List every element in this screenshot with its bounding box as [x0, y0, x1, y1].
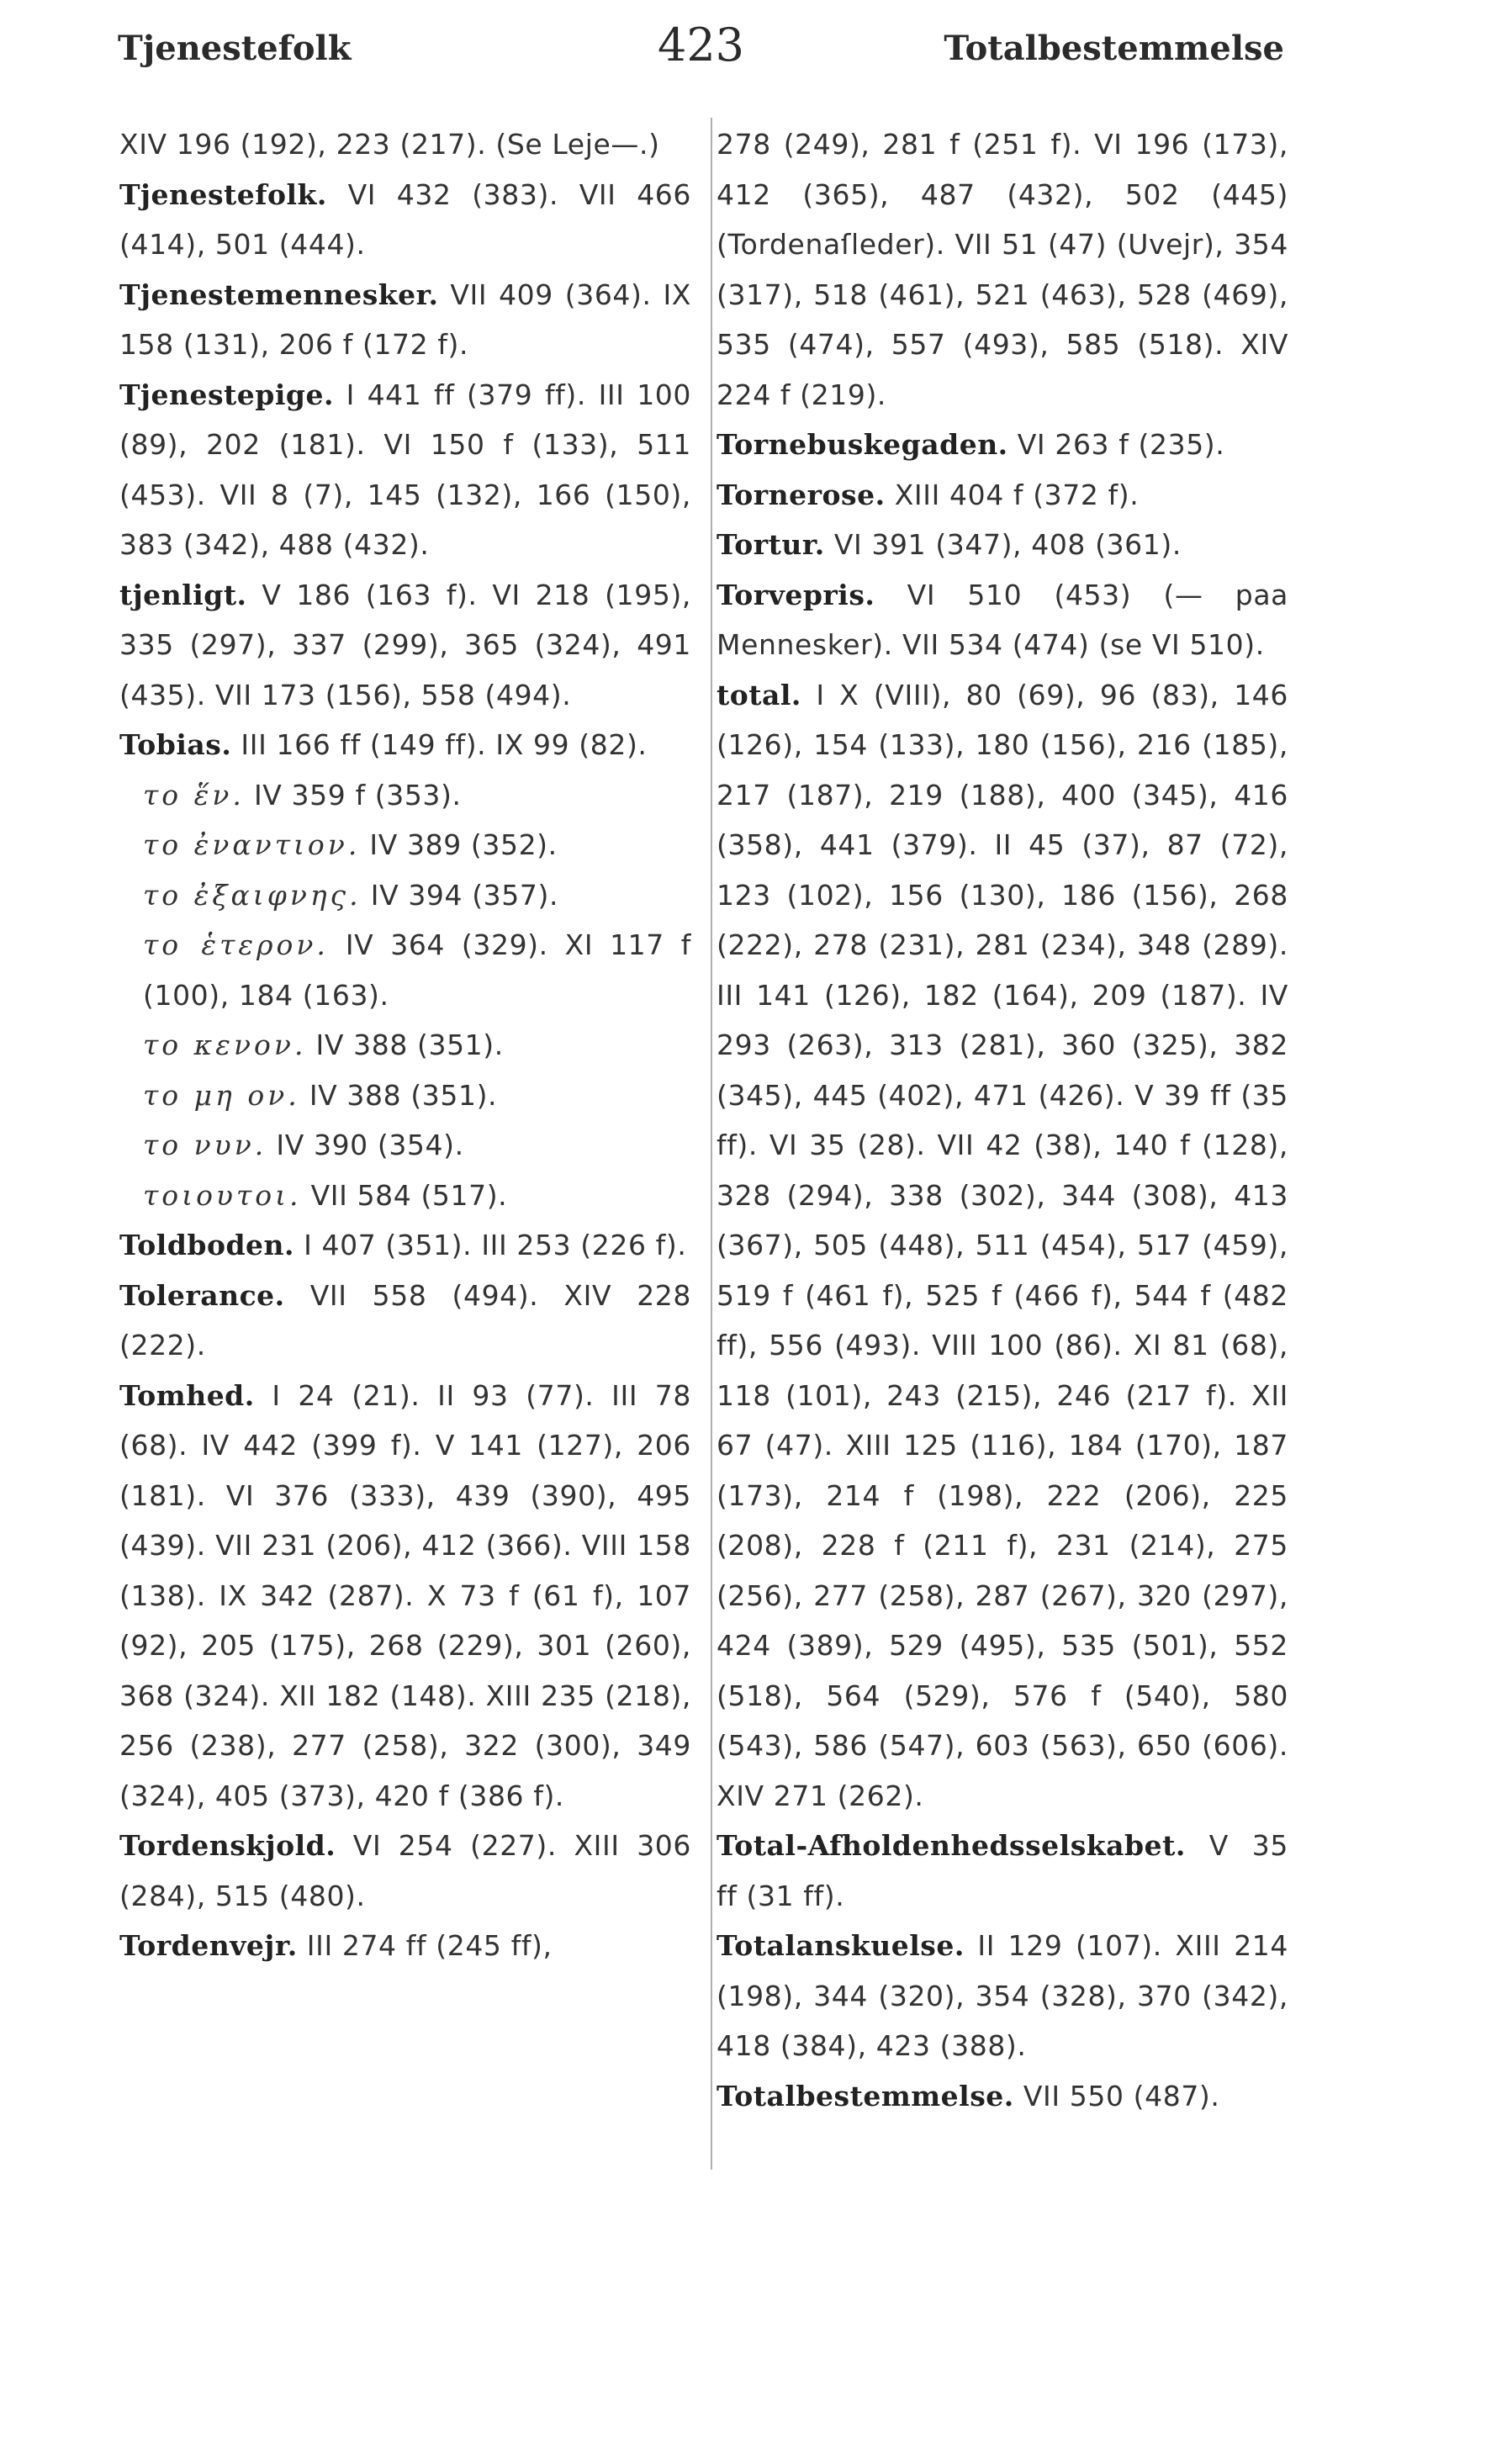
index-entry: [119, 1921, 691, 1971]
index-entry: [119, 870, 691, 921]
entry-headword: Toldboden.: [119, 1229, 295, 1261]
index-entry: [717, 1921, 1288, 2071]
entry-headword: total.: [717, 678, 801, 711]
entry-headword: Tobias.: [119, 728, 232, 761]
index-entry: [119, 1271, 691, 1371]
entry-headword: Tornerose.: [717, 478, 886, 511]
entry-headword: Tordenskjold.: [119, 1829, 336, 1862]
running-head: [118, 19, 1284, 94]
right-column: [717, 119, 1288, 2121]
entry-headword: Tornebuskegaden.: [717, 428, 1008, 461]
entry-headword: Tomhed.: [119, 1378, 255, 1412]
header-left-catchword: Tjenestefolk: [118, 29, 352, 68]
entry-references: I 407 (351). III 253 (226 f).: [294, 1229, 687, 1261]
index-entry: [717, 1821, 1288, 1921]
entry-headword: Total-Afholdenhedsselskabet.: [717, 1829, 1186, 1862]
index-entry: [119, 1071, 691, 1121]
index-entry: [119, 370, 691, 570]
index-entry: [717, 570, 1288, 670]
index-entry: [717, 420, 1288, 470]
entry-references: IV 390 (354).: [267, 1129, 464, 1161]
entry-headword: τοιουτοι.: [143, 1178, 302, 1212]
index-entry: [717, 2071, 1288, 2122]
entry-headword: το ἕν.: [143, 778, 245, 812]
entry-headword: Tjenestefolk.: [119, 177, 327, 211]
entry-headword: Totalbestemmelse.: [717, 2079, 1014, 2112]
entry-references: VII 584 (517).: [301, 1178, 508, 1212]
entry-references: I 441 ff (379 ff). III 100 (89), 202 (181). VI 150 f (133), 511 (453). VII 8 (7), 145 (132), 166 (150), 383 (342), 488 (432).: [119, 378, 691, 561]
entry-references: IV 394 (357).: [361, 878, 559, 912]
index-entry: [119, 270, 691, 370]
index-entry: [119, 770, 691, 821]
index-entry: [119, 1171, 691, 1221]
index-entry: [717, 670, 1288, 1822]
entry-references: V 35 ff (31 ff).: [717, 1829, 1288, 1912]
entry-headword: Tordenvejr.: [119, 1929, 298, 1962]
entry-headword: tjenligt.: [119, 578, 247, 611]
index-entry: [119, 1821, 691, 1921]
entry-references: VII 550 (487).: [1013, 2079, 1220, 2112]
entry-references: VII 558 (494). XIV 228 (222).: [119, 1278, 691, 1362]
page-number: 423: [657, 19, 745, 71]
index-entry: [119, 1020, 691, 1071]
index-entry: [717, 119, 1288, 420]
entry-references: II 129 (107). XIII 214 (198), 344 (320), 354 (328), 370 (342), 418 (384), 423 (388).: [717, 1929, 1288, 2062]
index-entry: [119, 570, 691, 721]
index-entry: [119, 1371, 691, 1822]
entry-headword: το ἑτερον.: [143, 928, 329, 961]
entry-headword: Tolerance.: [119, 1278, 285, 1312]
entry-references: I X (VIII), 80 (69), 96 (83), 146 (126), 154 (133), 180 (156), 216 (185), 217 (187), 219 (188), 400 (345), 416 (358), 441 (379). II 45 (37), 87 (72), 123 (102), 156 (130), 186 (156), 268 (222), 278 (231), 281 (234), 348 (289). III 141 (126), 182 (164), 209 (187). IV 293 (263), 313 (281), 360 (325), 382 (345), 445 (402), 471 (426). V 39 ff (35 ff). VI 35 (28). VII 42 (38), 140 f (128), 328 (294), 338 (302), 344 (308), 413 (367), 505 (448), 511 (454), 517 (459), 519 f (461 f), 525 f (466 f), 544 f (482 ff), 556 (493). VIII 100 (86). XI 81 (68), 118 (101), 243 (215), 246 (217 f). XII 67 (47). XIII 125 (116), 184 (170), 187 (173), 214 f (198), 222 (206), 225 (208), 228 f (211 f), 231 (214), 275 (256), 277 (258), 287 (267), 320 (297), 424 (389), 529 (495), 535 (501), 552 (518), 564 (529), 576 f (540), 580 (543), 586 (547), 603 (563), 650 (606). XIV 271 (262).: [717, 678, 1288, 1812]
entry-headword: το μη ον.: [143, 1078, 300, 1112]
entry-headword: το ἐναντιον.: [143, 828, 361, 861]
entry-headword: Totalanskuelse.: [717, 1929, 965, 1962]
entry-references: VII 409 (364). IX 158 (131), 206 f (172 f).: [119, 278, 691, 361]
index-entry: [119, 170, 691, 270]
index-entry: [119, 1220, 691, 1271]
entry-headword: το νυν.: [143, 1129, 267, 1161]
entry-references: IV 359 f (353).: [244, 778, 462, 812]
entry-references: VI 391 (347), 408 (361).: [824, 528, 1182, 561]
index-entry: [119, 119, 691, 170]
entry-references: VI 510 (453) (— paa Mennesker). VII 534 (474) (se VI 510).: [717, 578, 1288, 661]
entry-references: IV 388 (351).: [306, 1028, 504, 1061]
column-divider: [711, 118, 712, 2170]
entry-references: VI 254 (227). XIII 306 (284), 515 (480).: [119, 1829, 691, 1912]
left-column: [119, 119, 691, 1971]
entry-references: IV 389 (352).: [360, 828, 558, 861]
index-entry: [119, 1120, 691, 1171]
index-entry: [717, 520, 1288, 570]
entry-references: IV 364 (329). XI 117 f (100), 184 (163).: [143, 928, 691, 1012]
entry-references: XIII 404 f (372 f).: [885, 478, 1140, 511]
entry-references: IV 388 (351).: [299, 1078, 498, 1112]
entry-references: III 166 ff (149 ff). IX 99 (82).: [231, 728, 648, 761]
entry-headword: Torvepris.: [717, 578, 875, 611]
entry-references: III 274 ff (245 ff),: [297, 1929, 553, 1962]
entry-references: V 186 (163 f). VI 218 (195), 335 (297), 337 (299), 365 (324), 491 (435). VII 173 (156), 558 (494).: [119, 578, 691, 711]
header-right-catchword: Totalbestemmelse: [944, 29, 1284, 68]
index-entry: [119, 720, 691, 770]
entry-references: I 24 (21). II 93 (77). III 78 (68). IV 442 (399 f). V 141 (127), 206 (181). VI 376 (333), 439 (390), 495 (439). VII 231 (206), 412 (366). VIII 158 (138). IX 342 (287). X 73 f (61 f), 107 (92), 205 (175), 268 (229), 301 (260), 368 (324). XII 182 (148). XIII 235 (218), 256 (238), 277 (258), 322 (300), 349 (324), 405 (373), 420 f (386 f).: [119, 1378, 691, 1812]
entry-references: VI 432 (383). VII 466 (414), 501 (444).: [119, 177, 691, 261]
entry-references: 278 (249), 281 f (251 f). VI 196 (173), 412 (365), 487 (432), 502 (445) (Tordenaſleder). VII 51 (47) (Uvejr), 354 (317), 518 (461), 521 (463), 528 (469), 535 (474), 557 (493), 585 (518). XIV 224 f (219).: [717, 128, 1288, 411]
entry-headword: το ἐξαιφνης.: [143, 878, 362, 912]
entry-headword: το κενον.: [143, 1028, 307, 1061]
index-entry: [119, 820, 691, 870]
index-entry: [717, 470, 1288, 521]
entry-references: VI 263 f (235).: [1007, 428, 1225, 461]
index-entry: [119, 920, 691, 1020]
entry-references: XIV 196 (192), 223 (217). (Se Leje—.): [119, 128, 660, 161]
entry-headword: Tortur.: [717, 528, 825, 561]
entry-headword: Tjenestemennesker.: [119, 278, 439, 311]
entry-headword: Tjenestepige.: [119, 378, 334, 411]
